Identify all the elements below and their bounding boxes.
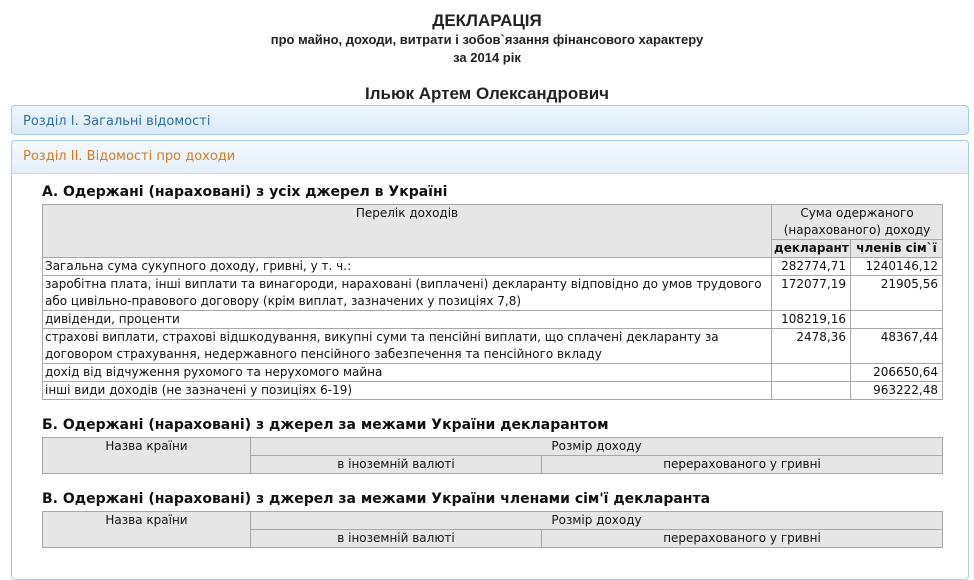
section-income-header[interactable] <box>12 141 968 174</box>
document-title: ДЕКЛАРАЦІЯ <box>432 11 542 30</box>
col-country: Назва країни <box>43 512 251 548</box>
declarant-name: Ільюк Артем Олександрович <box>364 84 610 103</box>
row-declarant-value: 2478,36 <box>772 329 851 364</box>
row-label: Загальна сума сукупного доходу, гривні, у т. ч.: <box>43 258 772 276</box>
col-uah: перерахованого у гривні <box>542 456 943 474</box>
part-b-title: Б. Одержані (нараховані) з джерел за межами України декларантом <box>42 417 609 433</box>
part-a-title: А. Одержані (нараховані) з усіх джерел в Україні <box>42 184 448 200</box>
row-label: інші види доходів (не зазначені у позиціях 6-19) <box>43 382 772 400</box>
section-general-info-label[interactable]: Розділ I. Загальні відомості <box>23 114 211 129</box>
col-income-list: Перелік доходів <box>43 205 772 258</box>
row-family-value: 21905,56 <box>851 276 943 311</box>
part-c-title: В. Одержані (нараховані) з джерел за межами України членами сім'ї декларанта <box>42 491 711 507</box>
table-row <box>43 329 943 364</box>
table-row <box>43 276 943 311</box>
document-subtitle: про майно, доходи, витрати і зобов`язання фінансового характеру <box>270 32 704 47</box>
row-family-value: 1240146,12 <box>851 258 943 276</box>
row-family-value: 48367,44 <box>851 329 943 364</box>
col-uah: перерахованого у гривні <box>542 530 943 548</box>
document-year: за 2014 рік <box>453 50 521 65</box>
row-declarant-value: 282774,71 <box>772 258 851 276</box>
row-family-value: 963222,48 <box>851 382 943 400</box>
row-declarant-value: 108219,16 <box>772 311 851 329</box>
col-foreign-currency: в іноземній валюті <box>251 530 542 548</box>
table-row <box>43 364 943 382</box>
part-c-table <box>42 511 943 548</box>
row-label: страхові виплати, страхові відшкодування, викупні суми та пенсійні виплати, що сплачені декларанту за договором страхування, недержавного пенсійного забезпечення та пенсійного вкладу <box>43 329 772 364</box>
row-label: заробітна плата, інші виплати та винагороди, нараховані (виплачені) декларанту відповідно до умов трудового або цивільно-правового договору (крім виплат, зазначених у позиціях 7,8) <box>43 276 772 311</box>
col-declarant: декларант <box>772 240 851 258</box>
row-family-value: 206650,64 <box>851 364 943 382</box>
row-declarant-value <box>772 382 851 400</box>
section-general-info-header[interactable] <box>11 105 969 135</box>
col-family: членів сім`ї <box>851 240 943 258</box>
table-row <box>43 382 943 400</box>
row-label: дивіденди, проценти <box>43 311 772 329</box>
part-a-table <box>42 204 943 400</box>
col-country: Назва країни <box>43 438 251 474</box>
row-label: дохід від відчуження рухомого та нерухомого майна <box>43 364 772 382</box>
row-declarant-value: 172077,19 <box>772 276 851 311</box>
table-row <box>43 258 943 276</box>
col-income-sum: Сума одержаного (нарахованого) доходу <box>772 205 943 240</box>
table-row <box>43 311 943 329</box>
section-income-label[interactable]: Розділ II. Відомості про доходи <box>23 149 236 164</box>
part-b-table <box>42 437 943 474</box>
col-income-size: Розмір доходу <box>251 512 943 530</box>
col-foreign-currency: в іноземній валюті <box>251 456 542 474</box>
row-family-value <box>851 311 943 329</box>
col-income-size: Розмір доходу <box>251 438 943 456</box>
row-declarant-value <box>772 364 851 382</box>
